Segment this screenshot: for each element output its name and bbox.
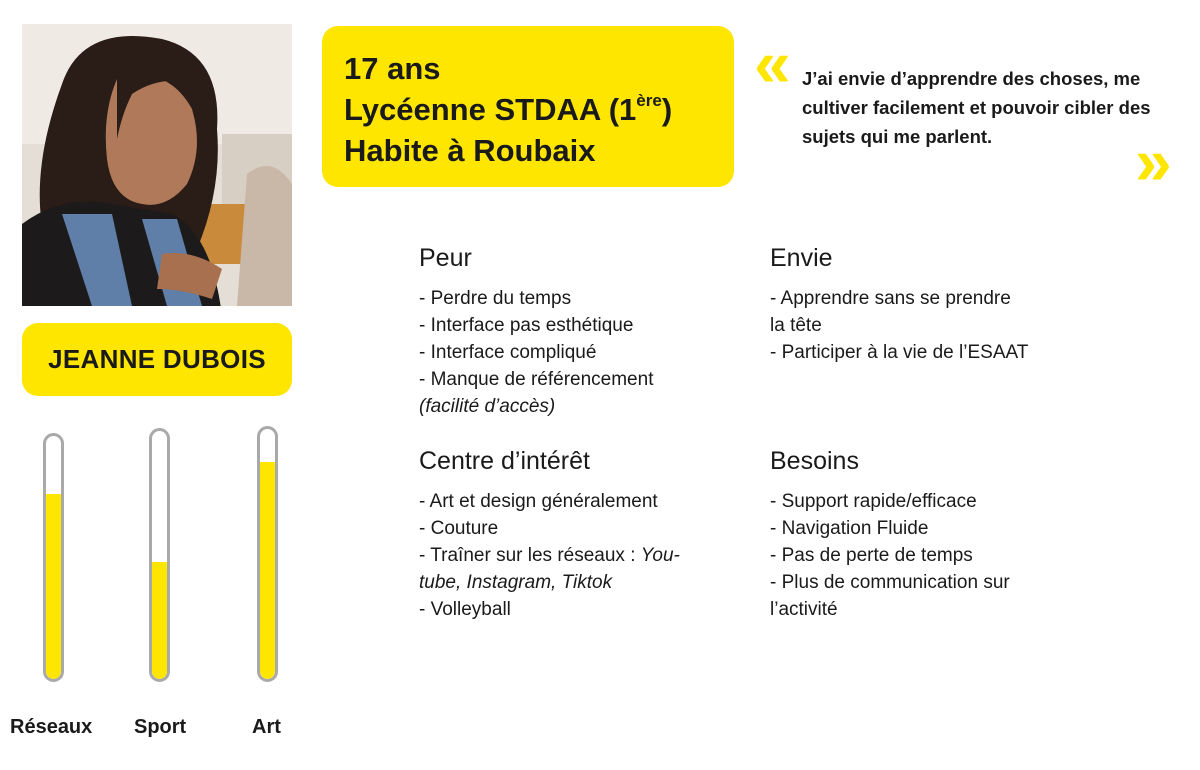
persona-photo (22, 24, 292, 306)
list-item: - Interface compliqué (419, 342, 597, 363)
reseaux-line2: tube, Instagram, Tiktok (419, 572, 613, 593)
list-item: - Perdre du temps (419, 288, 572, 309)
section-title: Envie (770, 244, 833, 272)
list-item (419, 542, 680, 569)
persona-location: Habite à Roubaix (344, 133, 596, 168)
list-item: - Art et design généralement (419, 491, 658, 512)
list-item: - Apprendre sans se prendre (770, 288, 1011, 309)
persona-name-badge (22, 323, 292, 396)
portrait-illustration (22, 24, 292, 306)
list-item (419, 569, 680, 596)
gauge-reseaux (43, 433, 64, 682)
section-title: Centre d’intérêt (419, 447, 590, 475)
persona-status-text: Lycéenne STDAA (1 (344, 92, 637, 127)
list-item: - Navigation Fluide (770, 518, 929, 539)
quote-open-icon: « (754, 26, 791, 100)
reseaux-prefix: - Traîner sur les réseaux : (419, 545, 641, 566)
list-item: - Interface pas esthétique (419, 315, 634, 336)
persona-status (344, 89, 714, 130)
gauge-sport (149, 428, 170, 682)
section-envie (770, 243, 1028, 366)
section-besoins (770, 446, 1010, 623)
list-item: la tête (770, 315, 822, 336)
persona-age: 17 ans (344, 51, 441, 86)
list-item: - Volleyball (419, 599, 511, 620)
gauge-label-art: Art (252, 716, 281, 738)
persona-info-box (322, 26, 734, 187)
gauge-label-sport: Sport (134, 716, 187, 738)
list-item: - Plus de communication sur (770, 572, 1010, 593)
list-item: - Pas de perte de temps (770, 545, 973, 566)
list-item: - Support rapide/efficace (770, 491, 977, 512)
list-item: - Couture (419, 518, 499, 539)
section-title: Peur (419, 244, 472, 272)
list-item-note (419, 393, 653, 420)
section-title: Besoins (770, 447, 859, 475)
list-item: - Manque de référencement (419, 369, 654, 390)
gauge-fill-reseaux (46, 494, 61, 679)
gauge-label-reseaux: Réseaux (10, 716, 93, 738)
gauge-fill-art (260, 462, 275, 680)
note-text: (facilité d’accès) (419, 396, 556, 417)
reseaux-line1: You- (640, 545, 680, 566)
list-item: - Participer à la vie de l’ESAAT (770, 342, 1029, 363)
persona-name: JEANNE DUBOIS (48, 344, 266, 374)
gauge-fill-sport (152, 562, 167, 679)
gauge-art (257, 426, 278, 682)
section-peur (419, 243, 653, 420)
persona-status-end: ) (661, 92, 673, 127)
section-centre-interet (419, 446, 680, 623)
quote-close-icon: » (1135, 124, 1172, 198)
persona-quote: J’ai envie d’apprendre des choses, me cultiver facilement et pouvoir cibler des sujets qui me parlent. (802, 68, 1151, 147)
persona-status-sup: ère (636, 91, 662, 110)
list-item: l’activité (770, 599, 838, 620)
